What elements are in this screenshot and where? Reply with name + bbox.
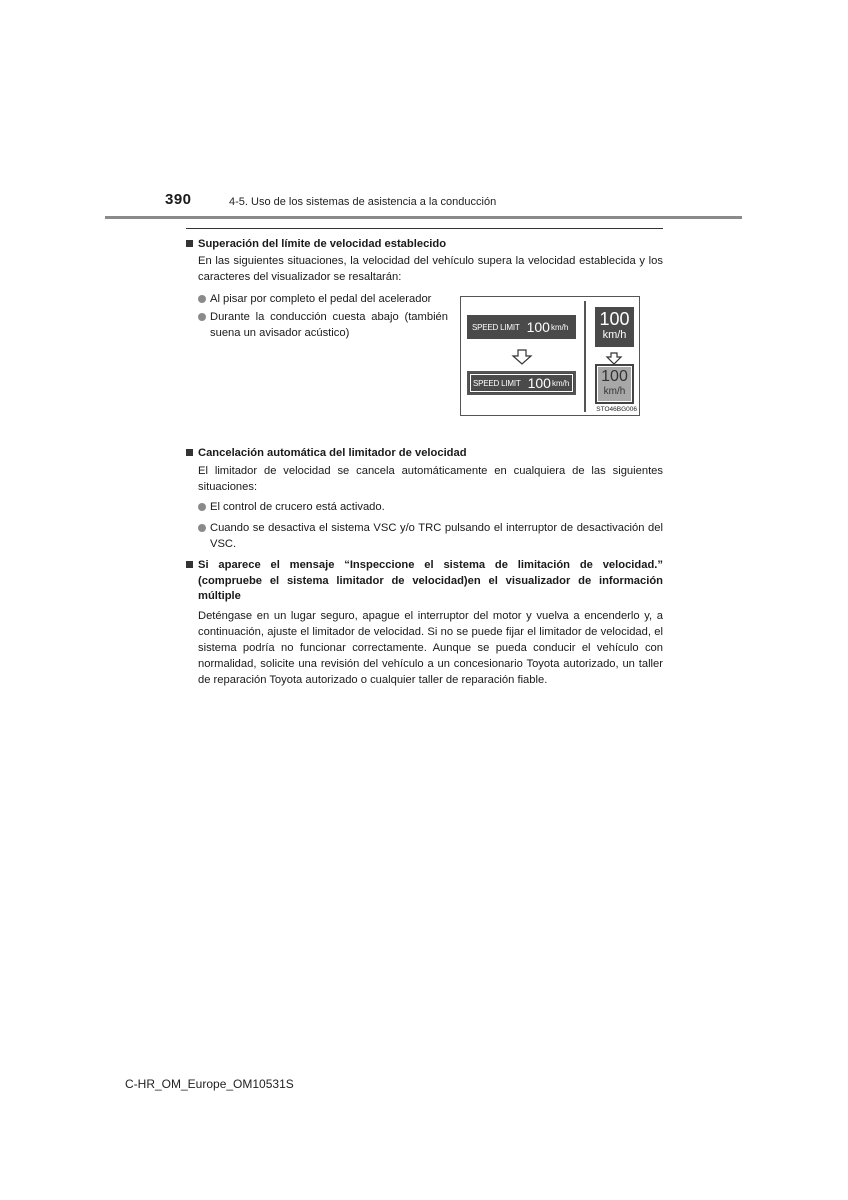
- list-item: [198, 291, 448, 307]
- list-item: [198, 520, 663, 552]
- heading-text: Si aparece el mensaje “Inspeccione el sistema de limitación de velocidad.” (compruebe el sistema limitador de velocidad)en el visualizador de información múltiple: [198, 559, 663, 603]
- circle-bullet-icon: [198, 524, 206, 532]
- speed-sign-normal: [595, 307, 634, 347]
- speed-limit-illustration: [460, 296, 640, 416]
- list-item-text: Cuando se desactiva el sistema VSC y/o TRC pulsando el interruptor de desactivación del VSC.: [210, 521, 663, 550]
- section-paragraph: El limitador de velocidad se cancela automáticamente en cualquiera de las siguientes situaciones:: [198, 465, 663, 494]
- speed-limit-value: 100: [527, 375, 551, 391]
- speed-limit-unit: km/h: [550, 322, 569, 332]
- circle-bullet-icon: [198, 295, 206, 303]
- document-footer-code: C-HR_OM_Europe_OM10531S: [125, 1077, 294, 1091]
- list-item-text: Al pisar por completo el pedal del acelerador: [210, 292, 432, 305]
- header-divider: [105, 216, 742, 219]
- speed-limit-value: 100: [526, 319, 550, 335]
- list-item-text: Durante la conducción cuesta abajo (también suena un avisador acústico): [210, 311, 448, 340]
- bullet-list: [198, 291, 448, 342]
- square-bullet-icon: [186, 561, 193, 568]
- heading-text: Cancelación automática del limitador de velocidad: [198, 446, 467, 459]
- speed-sign-unit: km/h: [603, 386, 626, 397]
- figure-divider: [584, 301, 586, 412]
- speed-sign-unit: km/h: [602, 329, 627, 341]
- page-number: 390: [165, 191, 192, 208]
- square-bullet-icon: [186, 240, 193, 247]
- speed-limit-label: SPEED LIMIT: [473, 378, 521, 388]
- speed-limit-unit: km/h: [551, 378, 570, 388]
- speed-limit-label: SPEED LIMIT: [472, 322, 520, 332]
- circle-bullet-icon: [198, 313, 206, 321]
- speed-sign-highlighted: [595, 364, 634, 404]
- list-item: [198, 499, 663, 515]
- square-bullet-icon: [186, 449, 193, 456]
- speed-sign-value: 100: [601, 368, 628, 385]
- heading-text: Superación del límite de velocidad establecido: [198, 238, 447, 250]
- circle-bullet-icon: [198, 503, 206, 511]
- speed-sign-value: 100: [599, 309, 630, 329]
- list-item: [198, 309, 448, 341]
- figure-code: STO46BG006: [596, 406, 637, 413]
- chapter-title: 4-5. Uso de los sistemas de asistencia a la conducción: [229, 196, 497, 208]
- section-heading: [186, 558, 663, 605]
- speed-limit-display-highlighted: [467, 371, 576, 395]
- speed-limit-display-normal: [467, 315, 576, 339]
- section-paragraph: Deténgase en un lugar seguro, apague el interruptor del motor y vuelva a encenderlo y, a continuación, ajuste el limitador de velocidad. Si no se puede fijar el limitador de velocidad, el sistema podría no funcionar correctamente. Aunque se pueda conducir el vehículo con normalidad, solicite una revisión del vehículo a un concesionario Toyota autorizado, un taller de reparación Toyota autorizado o cualquier taller de reparación fiable.: [198, 609, 663, 687]
- content-top-rule: [186, 228, 663, 229]
- down-arrow-icon: [511, 349, 533, 365]
- list-item-text: El control de crucero está activado.: [210, 501, 385, 514]
- section-paragraph: En las siguientes situaciones, la velocidad del vehículo supera la velocidad establecida y los caracteres del visualizador se resaltarán:: [198, 254, 663, 283]
- section-heading: [186, 237, 663, 253]
- section-heading: [186, 446, 663, 462]
